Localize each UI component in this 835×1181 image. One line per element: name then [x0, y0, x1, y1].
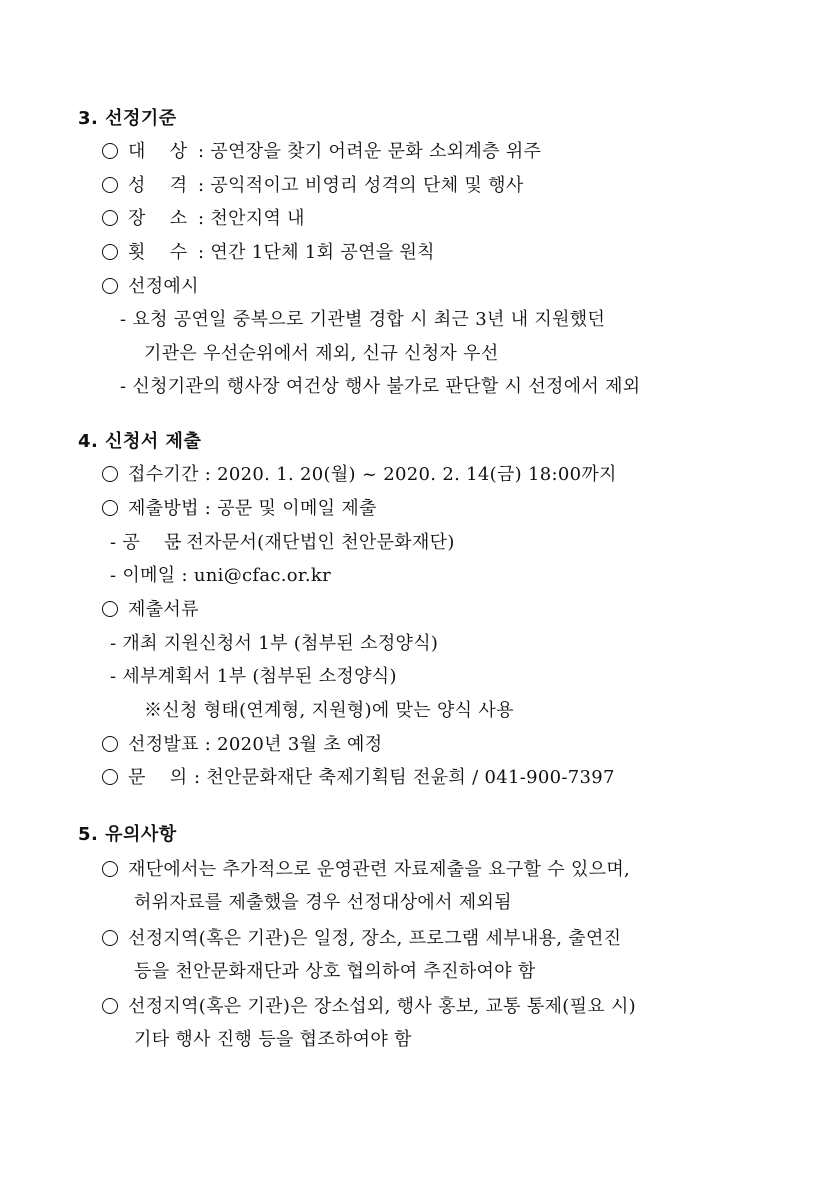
criteria-count: 횟 수 : 연간 1단체 1회 공연을 원칙 — [102, 240, 435, 266]
doc-note: ※신청 형태(연계형, 지원형)에 맞는 양식 사용 — [144, 700, 514, 721]
circle-bullet-icon — [102, 278, 118, 294]
circle-bullet-icon — [102, 930, 118, 946]
circle-bullet-icon — [102, 601, 118, 617]
circle-bullet-icon — [102, 861, 118, 877]
criteria-place: 장 소 : 천안지역 내 — [102, 206, 305, 232]
example-2: - 신청기관의 행사장 여건상 행사 불가로 판단할 시 선정에서 제외 — [120, 376, 641, 397]
section-5-heading: 5. 유의사항 — [78, 824, 177, 845]
circle-bullet-icon — [102, 210, 118, 226]
circle-bullet-icon — [102, 500, 118, 516]
doc-2: - 세부계획서 1부 (첨부된 소정양식) — [110, 666, 397, 687]
note-1-line-2: 허위자료를 제출했을 경우 선정대상에서 제외됨 — [134, 892, 512, 913]
criteria-target: 대 상 : 공연장을 찾기 어려운 문화 소외계층 위주 — [102, 139, 541, 165]
inquiry: 문 의 : 천안문화재단 축제기획팀 전윤희 / 041-900-7397 — [102, 765, 615, 791]
circle-bullet-icon — [102, 736, 118, 752]
criteria-example: 선정예시 — [102, 274, 199, 300]
section-4-heading: 4. 신청서 제출 — [78, 431, 202, 452]
doc-1: - 개최 지원신청서 1부 (첨부된 소정양식) — [110, 633, 439, 654]
submission-method: 제출방법 : 공문 및 이메일 제출 — [102, 496, 377, 522]
circle-bullet-icon — [102, 143, 118, 159]
example-1-line-1: - 요청 공연일 중복으로 기관별 경합 시 최근 3년 내 지원했던 — [120, 309, 606, 330]
note-2-line-2: 등을 천안문화재단과 상호 협의하여 추진하여야 함 — [134, 961, 536, 982]
selection-announcement: 선정발표 : 2020년 3월 초 예정 — [102, 732, 382, 758]
submission-official: - 공 문: 전자문서(재단법인 천안문화재단) — [110, 532, 455, 553]
example-1-line-2: 기관은 우선순위에서 제외, 신규 신청자 우선 — [144, 343, 499, 364]
circle-bullet-icon — [102, 466, 118, 482]
circle-bullet-icon — [102, 998, 118, 1014]
note-3-line-1: 선정지역(혹은 기관)은 장소섭외, 행사 홍보, 교통 통제(필요 시) — [102, 994, 636, 1020]
note-2-line-1: 선정지역(혹은 기관)은 일정, 장소, 프로그램 세부내용, 출연진 — [102, 926, 621, 952]
criteria-nature: 성 격 : 공익적이고 비영리 성격의 단체 및 행사 — [102, 173, 524, 199]
note-3-line-2: 기타 행사 진행 등을 협조하여야 함 — [134, 1029, 412, 1050]
section-3-heading: 3. 선정기준 — [78, 108, 177, 129]
submission-period: 접수기간 : 2020. 1. 20(월) ~ 2020. 2. 14(금) 18:00까지 — [102, 462, 617, 488]
note-1-line-1: 재단에서는 추가적으로 운영관련 자료제출을 요구할 수 있으며, — [102, 857, 630, 883]
circle-bullet-icon — [102, 769, 118, 785]
circle-bullet-icon — [102, 177, 118, 193]
submission-docs: 제출서류 — [102, 597, 199, 623]
submission-email: - 이메일 : uni@cfac.or.kr — [110, 565, 331, 586]
circle-bullet-icon — [102, 244, 118, 260]
